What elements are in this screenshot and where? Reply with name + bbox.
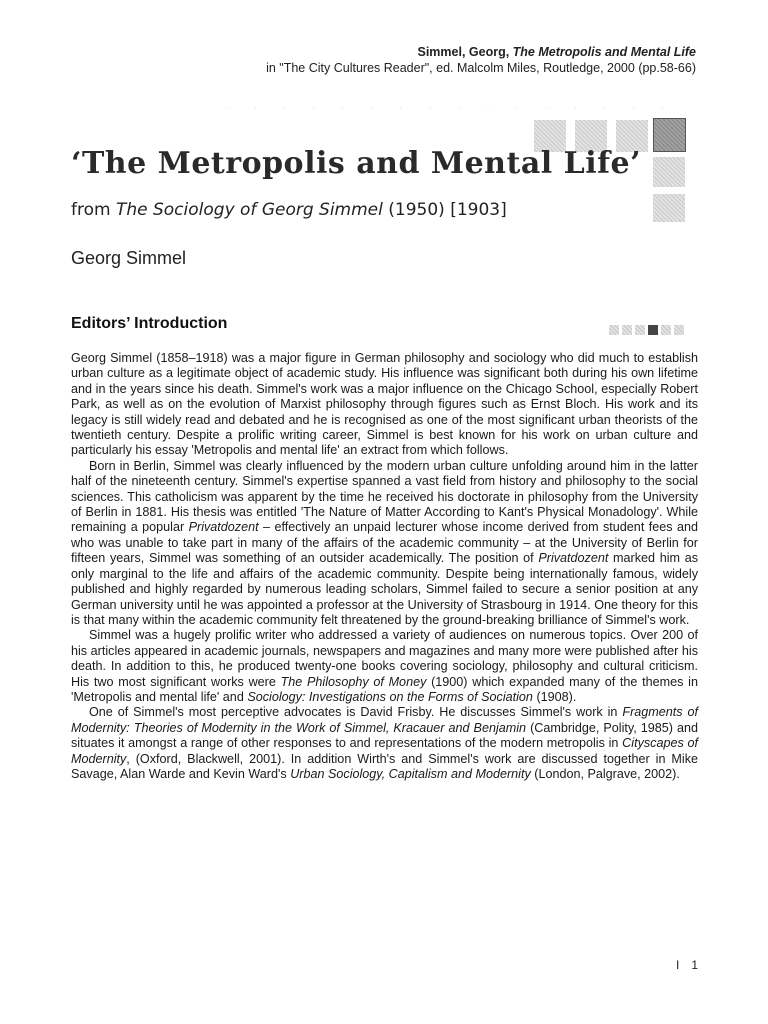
source-dates: (1950) [1903]	[382, 200, 507, 220]
italic-term: Privatdozent	[538, 551, 609, 566]
introduction-body	[71, 351, 698, 782]
source-book-title: The Sociology of Georg Simmel	[115, 200, 383, 220]
page-number-value: 1	[691, 958, 699, 972]
author-name: Georg Simmel	[71, 248, 187, 268]
text-run: (1900) which expanded many of the themes in 'Metropolis and mental life' and	[71, 674, 698, 704]
source-citation	[266, 44, 696, 76]
text-run: Simmel was a hugely prolific writer who addressed a variety of audiences on numerous topics. Over 200 of his articles appeared in academic journals, newspapers and magazines and many more were published after his death. In addition to this, he produced twenty-one books covering sociology, philosophy and cultural criticism. His two most significant works were	[71, 628, 698, 689]
page-number	[676, 958, 698, 972]
decorative-mini-squares	[609, 325, 684, 335]
citation-author: Simmel, Georg,	[417, 45, 513, 59]
citation-title: The Metropolis and Mental Life	[512, 45, 696, 59]
decorative-square	[635, 325, 645, 335]
decorative-dots: · · · · · · · · · · · · · · · ·	[225, 104, 676, 113]
decorative-square	[653, 194, 685, 222]
decorative-square-dark	[653, 118, 686, 152]
text-run: (London, Palgrave, 2002).	[530, 766, 680, 781]
paragraph-2	[71, 459, 698, 628]
italic-book-title: Cityscapes of Modernity	[71, 736, 698, 766]
article-title: ‘The Metropolis and Mental Life’	[71, 146, 642, 181]
paragraph-1: Georg Simmel (1858–1918) was a major figure in German philosophy and sociology who did much to establish urban culture as a legitimate object of academic study. His influence was significant both during his own lifetime and in the years since his death. Simmel's work was a major influence on the Chicago School, especially Robert Park, as well as on the evolution of Marxist philosophy through figures such as Ernst Bloch. His work and its legacy is still widely read and debated and he is recognised as one of the most significant urban theorists of the twentieth century. Despite a prolific writing career, Simmel is best known for his work on urban culture and particularly his essay 'Metropolis and mental life' an extract from which follows.	[71, 351, 698, 458]
citation-source: in "The City Cultures Reader", ed. Malcolm Miles, Routledge, 2000 (pp.58-66)	[266, 61, 696, 75]
citation-line-1	[266, 44, 696, 60]
decorative-square	[653, 157, 685, 187]
italic-book-title: Urban Sociology, Capitalism and Modernity	[290, 766, 531, 781]
page-number-bar: I	[676, 958, 680, 972]
paragraph-3	[71, 628, 698, 705]
decorative-square	[674, 325, 684, 335]
italic-term: Privatdozent	[188, 520, 259, 535]
text-run: (Cambridge, Polity, 1985) and situates it amongst a range of other responses to and representations of the modern metropolis in	[71, 720, 698, 751]
italic-book-title: Sociology: Investigations on the Forms of Sociation	[247, 689, 533, 704]
decorative-square	[622, 325, 632, 335]
paragraph-4	[71, 705, 698, 782]
italic-book-title: The Philosophy of Money	[280, 674, 427, 689]
decorative-square	[609, 325, 619, 335]
text-run: marked him as only marginal to the life and affairs of the academic community. Despite being internationally famous, widely published and highly regarded by numerous leading scholars, Simmel failed to secure a senior position at any German university until he was appointed a professor at the University of Strasbourg in 1914. One theory for this is that many within the academic community felt threatened by the ground-breaking brilliance of Simmel's work.	[71, 551, 698, 627]
text-run: Born in Berlin, Simmel was clearly influenced by the modern urban culture unfolding around him in the latter half of the nineteenth century. Simmel's expertise spanned a vast field from history and philosophy to the social sciences. This catholicism was apparent by the time he received his doctorate in philosophy from the University of Berlin in 1881. His thesis was entitled 'The Nature of Matter According to Kant's Physical Monadology'. While remaining a popular	[71, 458, 698, 535]
text-run: (1908).	[532, 689, 577, 704]
text-run: One of Simmel's most perceptive advocates is David Frisby. He discusses Simmel's work in	[89, 705, 623, 720]
text-run: , (Oxford, Blackwell, 2001). In addition Wirth's and Simmel's work are discussed together in Mike Savage, Alan Warde and Kevin Ward's	[71, 751, 698, 781]
section-heading: Editors’ Introduction	[71, 315, 228, 332]
italic-book-title: Fragments of Modernity: Theories of Modernity in the Work of Simmel, Kracauer and Benjamin	[71, 705, 698, 735]
decorative-square-dark	[648, 325, 658, 335]
source-line	[71, 200, 507, 220]
decorative-square	[661, 325, 671, 335]
text-run: – effectively an unpaid lecturer whose income derived from student fees and who was unable to take part in many of the affairs of the academic community – at the University of Berlin for fifteen years, Simmel was something of an outsider academically. The position of	[71, 520, 698, 566]
source-prefix: from	[71, 200, 116, 220]
